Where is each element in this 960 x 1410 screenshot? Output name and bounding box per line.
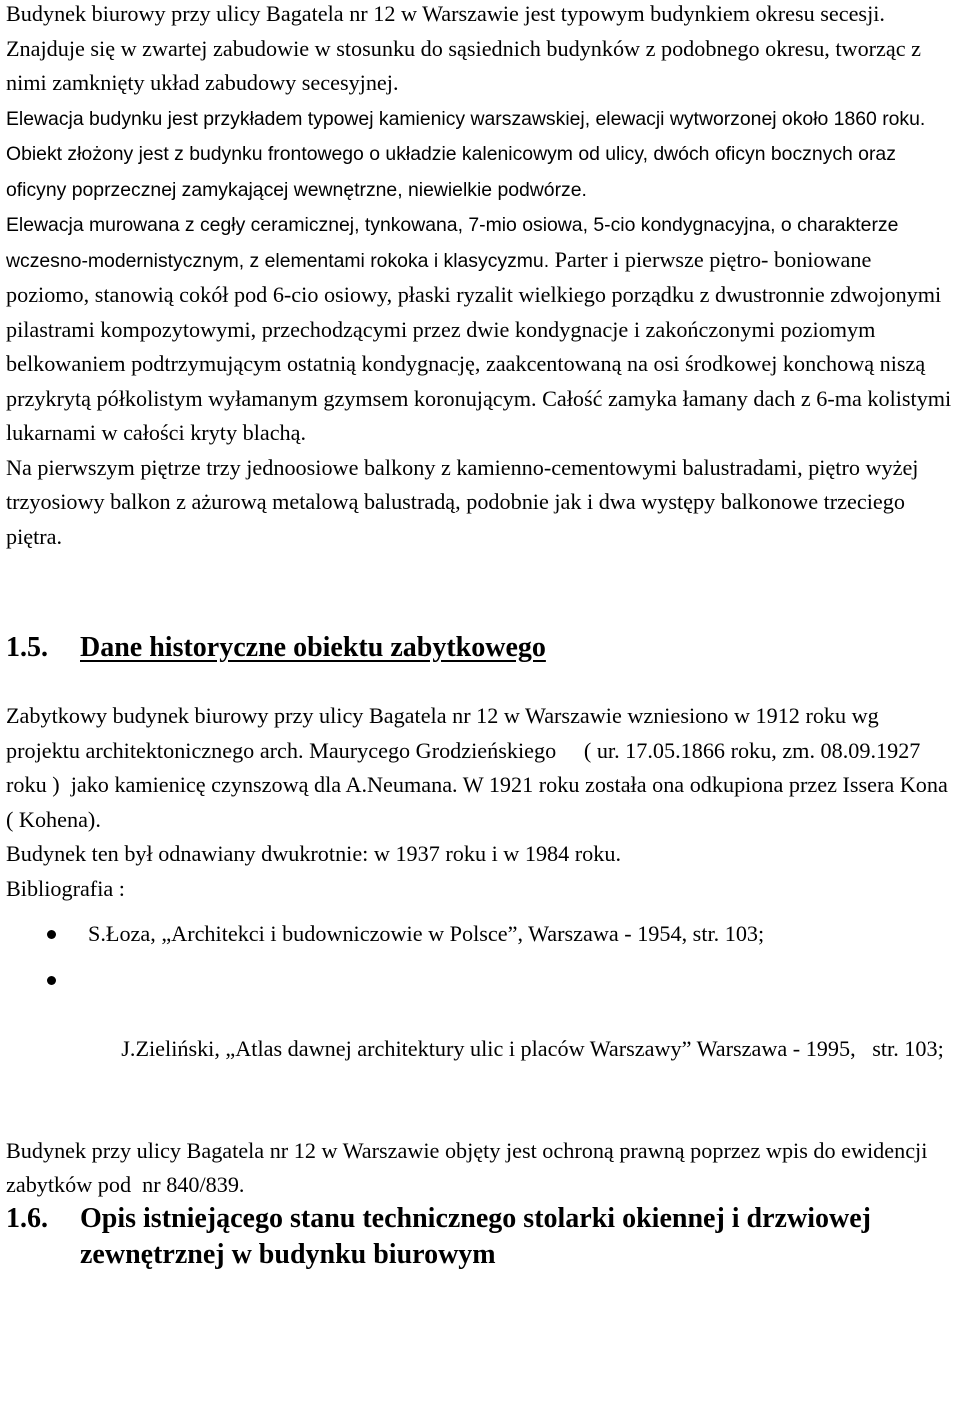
section-title: Dane historyczne obiektu zabytkowego: [80, 632, 546, 663]
section-title: Opis istniejącego stanu technicznego stolarki okiennej i drzwiowej zewnętrznej w budynku biurowym: [80, 1202, 871, 1270]
intro-paragraph-1: Budynek biurowy przy ulicy Bagatela nr 12 w Warszawie jest typowym budynkiem okresu secesji. Znajduje się w zwartej zabudowie w stosunku do sąsiednich budynków z podobnego okresu, tworząc z nimi zamknięty układ zabudowy secesyjnej.: [6, 1, 921, 95]
ground-floor-description: Parter i pierwsze piętro- boniowane poziomo, stanowią cokół pod 6-cio osiowy, płaski ryzalit wielkiego porządku z dwustronnie zdwojonymi pilastrami kompozytowymi, przechodzącymi przez dwie kondygnacje i zakończonymi poziomym belkowaniem podtrzymującym ostatnią kondygnację, zaakcentowaną na osi środkowej konchową niszą przykrytą półkolistym wyłamanym gzymsem koronującym. Całość zamyka łamany dach z 6-ma kolistymi lukarnami w całości kryty blachą.: [6, 246, 952, 445]
protection-paragraph: Budynek przy ulicy Bagatela nr 12 w Warszawie objęty jest ochroną prawną poprzez wpis do ewidencji zabytków pod nr 840/839.: [6, 1137, 933, 1197]
section-1-5-heading: [6, 630, 958, 666]
bibliography-item: [6, 963, 958, 1101]
section-number: 1.6.: [6, 1202, 48, 1234]
section-number: 1.5.: [6, 632, 48, 663]
object-layout-sentence: Obiekt złożony jest z budynku frontowego o układzie kalenicowym od ulicy, dwóch oficyn bocznych oraz oficyny poprzecznej zamykającej wewnętrzne, niewielkie podwórze.: [6, 143, 896, 201]
facade-sentence: Elewacja budynku jest przykładem typowej kamienicy warszawskiej, elewacji wytworzonej około 1860 roku.: [6, 107, 926, 130]
bullet-icon: [47, 930, 56, 939]
history-paragraph: Zabytkowy budynek biurowy przy ulicy Bagatela nr 12 w Warszawie wzniesiono w 1912 roku wg projektu architektonicznego arch. Maurycego Grodzieńskiego ( ur. 17.05.1866 roku, zm. 08.09.1927 roku ) jako kamienicę czynszową dla A.Neumana. W 1921 roku została ona odkupiona przez Issera Kona ( Kohena).: [6, 703, 954, 832]
bibliography-list: [6, 917, 958, 1101]
intro-paragraph-2: [6, 101, 958, 208]
masonry-facade-sentence: Elewacja murowana z cegły ceramicznej, tynkowana, 7-mio osiowa, 5-cio kondygnacyjna, o charakterze wczesno-modernistycznym, z elementami rokoka i klasycyzmu.: [6, 214, 899, 272]
balconies-paragraph: Na pierwszym piętrze trzy jednoosiowe balkony z kamienno-cementowymi balustradami, piętro wyżej trzyosiowy balkon z ażurową metalową balustradą, podobnie jak i dwa występy balkonowe trzeciego piętra.: [6, 454, 919, 549]
intro-paragraph-3: [6, 207, 958, 451]
renovation-paragraph: Budynek ten był odnawiany dwukrotnie: w 1937 roku i w 1984 roku.: [6, 841, 622, 866]
section-1-6-heading: [6, 1201, 958, 1273]
bibliography-label: Bibliografia :: [6, 875, 125, 901]
bibliography-item: [6, 917, 958, 952]
bibliography-text: J.Zieliński, „Atlas dawnej architektury ulic i placów Warszawy” Warszawa - 1995, str. 103;: [121, 1035, 944, 1061]
bibliography-text: S.Łoza, „Architekci i budowniczowie w Polsce”, Warszawa - 1954, str. 103;: [88, 921, 765, 946]
document-page: [6, 0, 958, 1273]
bullet-icon: [47, 976, 56, 985]
